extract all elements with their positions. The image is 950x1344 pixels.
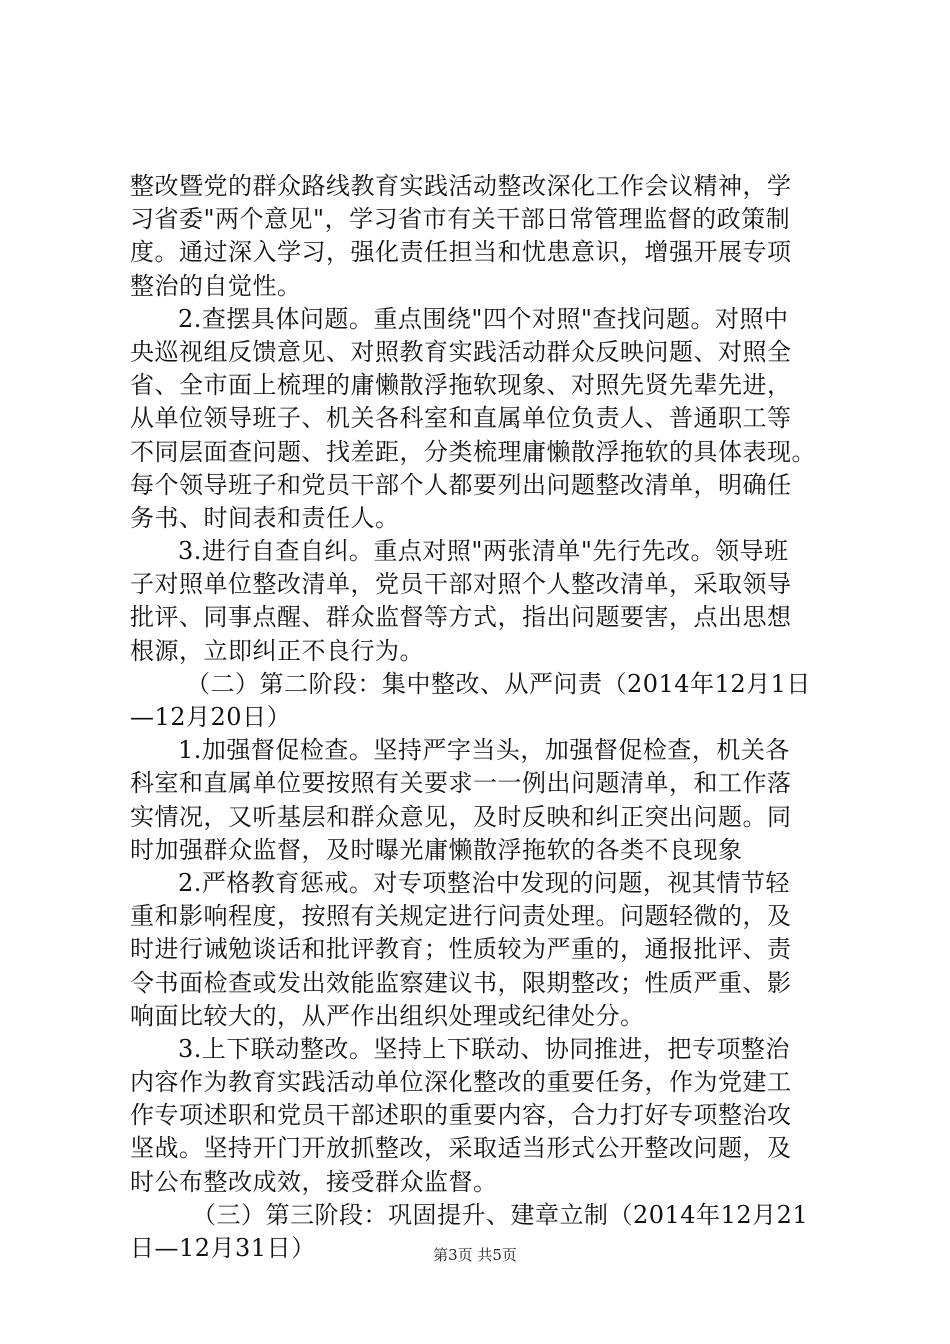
text-line: 批评、同事点醒、群众监督等方式，指出问题要害，点出思想 (130, 603, 792, 632)
text-line: 令书面检查或发出效能监察建议书，限期整改；性质严重、影 (130, 968, 792, 997)
text-line: 务书、时间表和责任人。 (130, 503, 400, 532)
section-heading-2: （二）第二阶段：集中整改、从严问责（2014年12月1日 (186, 669, 811, 698)
text-line: 不同层面查问题、找差距，分类梳理庸懒散浮拖软的具体表现。 (130, 437, 816, 466)
document-body (130, 170, 835, 1265)
text-line: 科室和直属单位要按照有关要求一一例出问题清单，和工作落 (130, 769, 792, 798)
text-line: 响面比较大的，从严作出组织处理或纪律处分。 (130, 1001, 645, 1030)
text-line: 日—12月31日） (130, 1234, 316, 1262)
text-line: 内容作为教育实践活动单位深化整改的重要任务，作为党建工 (130, 1068, 792, 1097)
text-line: 省、全市面上梳理的庸懒散浮拖软现象、对照先贤先辈先进， (130, 371, 792, 400)
text-line: 习省委"两个意见"，学习省市有关干部日常管理监督的政策制 (130, 205, 791, 234)
text-line: 根源，立即纠正不良行为。 (130, 636, 424, 665)
text-line: 度。通过深入学习，强化责任担当和忧患意识，增强开展专项 (130, 238, 792, 267)
text-line: 每个领导班子和党员干部个人都要列出问题整改清单，明确任 (130, 470, 792, 499)
text-line: 时加强群众监督，及时曝光庸懒散浮拖软的各类不良现象 (130, 835, 743, 864)
text-line: 整治的自觉性。 (130, 271, 302, 300)
text-line: 坚战。坚持开门开放抓整改，采取适当形式公开整改问题，及 (130, 1134, 792, 1163)
section-heading-3: （三）第三阶段：巩固提升、建章立制（2014年12月21 (192, 1200, 809, 1229)
text-line: 整改暨党的群众路线教育实践活动整改深化工作会议精神，学 (130, 172, 792, 200)
text-line: 从单位领导班子、机关各科室和直属单位负责人、普通职工等 (130, 404, 792, 433)
text-line: 重和影响程度，按照有关规定进行问责处理。问题轻微的，及 (130, 902, 792, 931)
text-line: 3.进行自查自纠。重点对照"两张清单"先行先改。领导班 (178, 537, 789, 566)
text-line: 央巡视组反馈意见、对照教育实践活动群众反映问题、对照全 (130, 337, 792, 366)
text-line: 1.加强督促检查。坚持严字当头，加强督促检查，机关各 (178, 736, 790, 765)
text-line: 2.查摆具体问题。重点围绕"四个对照"查找问题。对照中 (178, 304, 789, 333)
text-line: 时进行诫勉谈话和批评教育；性质较为严重的，通报批评、责 (130, 935, 792, 964)
text-line: 2.严格教育惩戒。对专项整治中发现的问题，视其情节轻 (178, 868, 790, 897)
text-line: 时公布整改成效，接受群众监督。 (130, 1167, 498, 1196)
page-number: 第3页 共5页 (433, 1246, 517, 1264)
text-line: 实情况，又听基层和群众意见，及时反映和纠正突出问题。同 (130, 802, 792, 831)
text-line: —12月20日） (130, 703, 292, 731)
text-line: 作专项述职和党员干部述职的重要内容，合力打好专项整治攻 (130, 1101, 792, 1130)
text-line: 子对照单位整改清单，党员干部对照个人整改清单，采取领导 (130, 570, 792, 599)
text-line: 3.上下联动整改。坚持上下联动、协同推进，把专项整治 (178, 1034, 790, 1063)
